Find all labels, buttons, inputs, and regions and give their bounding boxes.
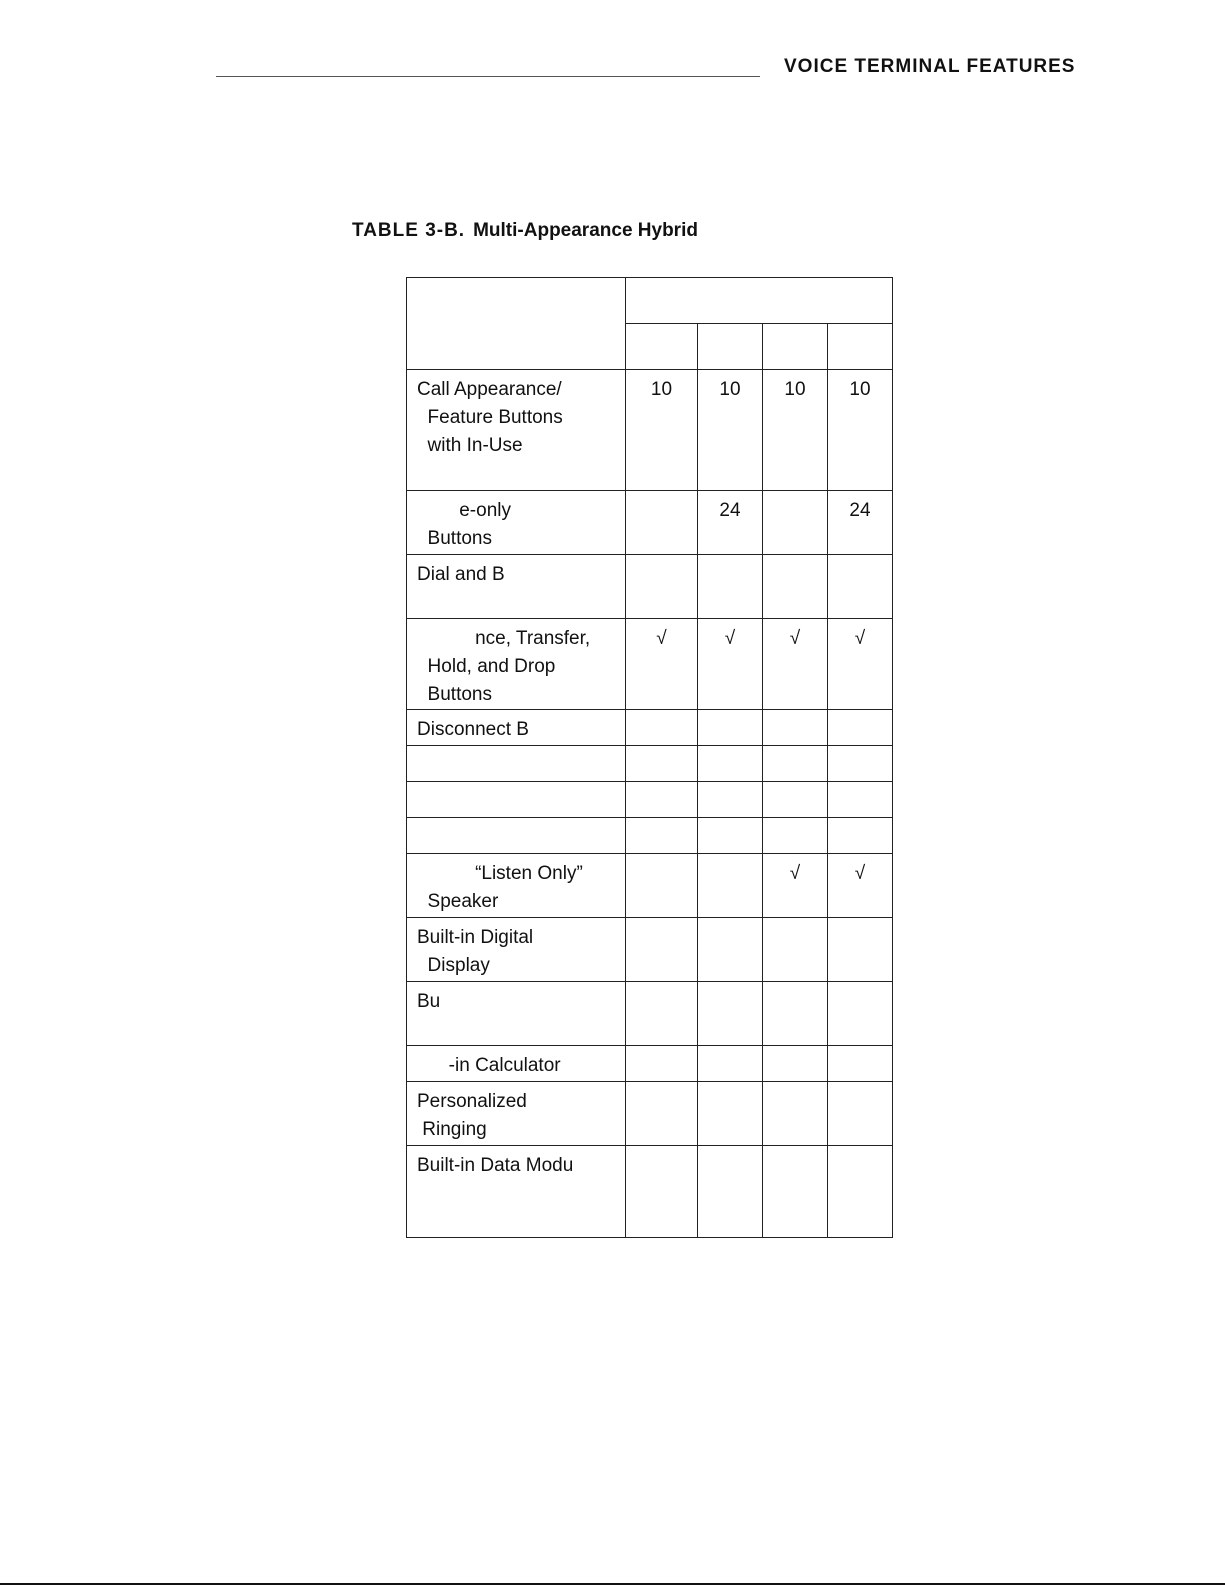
value-cell bbox=[626, 491, 698, 555]
feature-cell: “Listen Only” Speaker bbox=[407, 854, 626, 918]
features-table bbox=[406, 277, 893, 1238]
feature-cell bbox=[407, 746, 626, 782]
subheader-cell bbox=[698, 324, 763, 370]
subheader-cell bbox=[828, 324, 893, 370]
table-row bbox=[407, 491, 893, 555]
table-row bbox=[407, 782, 893, 818]
feature-cell: Built-in Digital Display bbox=[407, 918, 626, 982]
table-row bbox=[407, 619, 893, 710]
table-row bbox=[407, 1046, 893, 1082]
value-cell bbox=[828, 555, 893, 619]
header-blank-cell bbox=[407, 278, 626, 370]
value-cell bbox=[626, 1146, 698, 1238]
value-cell bbox=[828, 818, 893, 854]
table-row bbox=[407, 746, 893, 782]
feature-cell: e-only Buttons bbox=[407, 491, 626, 555]
table-caption-number: TABLE 3-B. bbox=[352, 220, 466, 241]
value-cell bbox=[626, 1082, 698, 1146]
value-cell bbox=[828, 1146, 893, 1238]
subheader-cell bbox=[763, 324, 828, 370]
feature-cell: nce, Transfer, Hold, and Drop Buttons bbox=[407, 619, 626, 710]
value-cell bbox=[828, 918, 893, 982]
table-row bbox=[407, 555, 893, 619]
value-cell bbox=[626, 918, 698, 982]
table-row bbox=[407, 982, 893, 1046]
value-cell bbox=[763, 1046, 828, 1082]
value-cell: √ bbox=[828, 854, 893, 918]
value-cell: √ bbox=[828, 619, 893, 710]
value-cell bbox=[763, 918, 828, 982]
value-cell bbox=[698, 555, 763, 619]
value-cell bbox=[698, 710, 763, 746]
value-cell bbox=[698, 1046, 763, 1082]
value-cell bbox=[626, 782, 698, 818]
header-rule bbox=[216, 76, 760, 77]
value-cell bbox=[698, 818, 763, 854]
value-cell bbox=[626, 746, 698, 782]
value-cell bbox=[698, 854, 763, 918]
value-cell bbox=[698, 746, 763, 782]
value-cell: 24 bbox=[828, 491, 893, 555]
value-cell bbox=[828, 1082, 893, 1146]
value-cell bbox=[626, 1046, 698, 1082]
value-cell bbox=[626, 710, 698, 746]
feature-cell: Dial and B bbox=[407, 555, 626, 619]
value-cell bbox=[828, 782, 893, 818]
value-cell bbox=[763, 1082, 828, 1146]
value-cell bbox=[763, 818, 828, 854]
value-cell: 10 bbox=[626, 370, 698, 491]
table-row bbox=[407, 1146, 893, 1238]
value-cell bbox=[763, 746, 828, 782]
header-group-cell bbox=[626, 278, 893, 324]
value-cell bbox=[698, 782, 763, 818]
value-cell bbox=[763, 710, 828, 746]
table-row bbox=[407, 918, 893, 982]
subheader-cell bbox=[626, 324, 698, 370]
value-cell bbox=[626, 854, 698, 918]
table-header-row bbox=[407, 278, 893, 324]
value-cell bbox=[828, 746, 893, 782]
value-cell bbox=[698, 1146, 763, 1238]
value-cell bbox=[698, 918, 763, 982]
value-cell bbox=[763, 982, 828, 1046]
page-header-title: VOICE TERMINAL FEATURES bbox=[784, 56, 1076, 77]
value-cell: √ bbox=[763, 854, 828, 918]
feature-cell: Call Appearance/ Feature Buttons with In-Use bbox=[407, 370, 626, 491]
value-cell: 10 bbox=[698, 370, 763, 491]
value-cell bbox=[626, 818, 698, 854]
table-row bbox=[407, 854, 893, 918]
value-cell bbox=[763, 782, 828, 818]
value-cell: 10 bbox=[763, 370, 828, 491]
feature-cell: Built-in Data Modu bbox=[407, 1146, 626, 1238]
value-cell bbox=[828, 710, 893, 746]
feature-cell: Bu bbox=[407, 982, 626, 1046]
value-cell bbox=[698, 1082, 763, 1146]
feature-cell: -in Calculator bbox=[407, 1046, 626, 1082]
table-row bbox=[407, 818, 893, 854]
value-cell bbox=[763, 1146, 828, 1238]
table-row bbox=[407, 370, 893, 491]
value-cell: √ bbox=[626, 619, 698, 710]
value-cell bbox=[828, 1046, 893, 1082]
value-cell bbox=[828, 982, 893, 1046]
table-row bbox=[407, 1082, 893, 1146]
value-cell: √ bbox=[698, 619, 763, 710]
value-cell bbox=[626, 982, 698, 1046]
feature-cell bbox=[407, 818, 626, 854]
value-cell: √ bbox=[763, 619, 828, 710]
value-cell bbox=[763, 555, 828, 619]
table-row bbox=[407, 710, 893, 746]
value-cell bbox=[626, 555, 698, 619]
feature-cell: Disconnect B bbox=[407, 710, 626, 746]
value-cell: 24 bbox=[698, 491, 763, 555]
value-cell bbox=[698, 982, 763, 1046]
table-caption bbox=[352, 220, 698, 242]
feature-cell bbox=[407, 782, 626, 818]
value-cell: 10 bbox=[828, 370, 893, 491]
table-caption-title: Multi-Appearance Hybrid bbox=[473, 220, 698, 241]
value-cell bbox=[763, 491, 828, 555]
feature-cell: Personalized Ringing bbox=[407, 1082, 626, 1146]
